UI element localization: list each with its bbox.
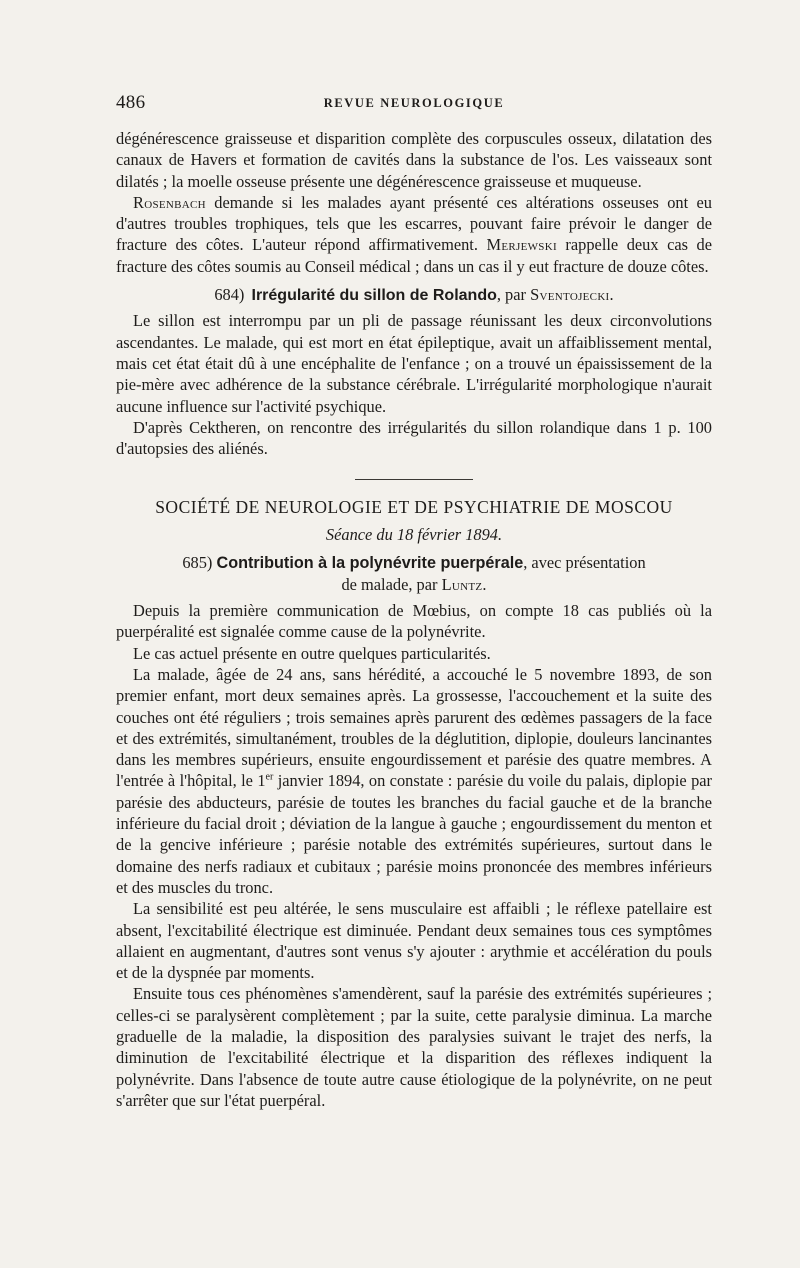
article-by: , par — [496, 285, 531, 305]
paragraph-text: La malade, âgée de 24 ans, sans hérédité, a accouché le 5 novembre 1893, de son premier enfant, mort deux semaines après. La grossesse, l'accouchement et la suite des couches ont été réguliers ; trois semaines après parurent des œdèmes passagers de la face et des extrémités, simultanément, troubles de la déglutition, diplopie, douleurs lancinantes dans les membres supérieurs, ensuite engourdissement et parésie des quatre membres. A l'entrée à l'hôpital, le 1 — [116, 664, 712, 791]
article-title: Irrégularité du sillon de Rolando — [251, 287, 497, 305]
article-author: Sventojecki — [530, 285, 610, 305]
article-heading-684 — [116, 284, 712, 306]
page-number: 486 — [116, 92, 146, 113]
paragraph-body: La sensibilité est peu altérée, le sens musculaire est affaibli ; le réflexe patellaire est absent, l'excitabilité électrique est diminuée. Pendant deux semaines tous ces symptômes allaient en augmentant, d'autres sont venus s'y ajouter : arythmie et accélération du pouls et de la dyspnée par moments. — [116, 899, 712, 983]
paragraph-body: Le sillon est interrompu par un pli de passage réunissant les deux circonvolutions ascendantes. Le malade, qui est mort en état épileptique, avait un affaiblissement mental, mais cet état était dû à une encéphalite de l'enfance ; on a trouvé un épaississement de la pie-mère avec adhérence de la substance cérébrale. L'irrégularité morphologique n'aurait aucune influence sur l'activité psychique. — [116, 311, 712, 416]
page-header — [116, 92, 712, 116]
paragraph-continuation: dégénérescence graisseuse et disparition complète des corpuscules osseux, dilatation des canaux de Havers et formation de cavités dans la substance de l'os. Les vaisseaux sont dilatés ; la moelle osseuse présente une dégénérescence graisseuse et muqueuse. — [116, 129, 712, 191]
article-heading-685 — [116, 552, 712, 595]
paragraph-body: Depuis la première communication de Mœbius, on compte 18 cas publiés où la puerpéralité est signalée comme cause de la polynévrite. — [116, 601, 712, 642]
article-title-line2: de malade, par — [341, 575, 442, 595]
author-name: Merjewski — [486, 235, 557, 255]
paragraph-discussion — [116, 192, 712, 277]
article-author: Luntz — [441, 575, 483, 595]
page-body — [116, 128, 712, 1111]
ordinal-superscript: er — [265, 771, 274, 783]
article-number: 685) — [182, 553, 213, 573]
paragraph-body: D'après Cektheren, on rencontre des irrégularités du sillon rolandique dans 1 p. 100 d'autopsies des aliénés. — [116, 417, 712, 459]
article-title: Contribution à la polynévrite puerpérale — [216, 554, 524, 573]
paragraph-body: Ensuite tous ces phénomènes s'amendèrent, sauf la parésie des extrémités supérieures ; celles-ci se paralysèrent complètement ; par la suite, cette paralysie diminua. La marche graduelle de la maladie, la disposition des paralysies suivant le trajet des nerfs, la diminution de l'excitabilité électrique et la disparition des réflexes indiquent la polynévrite. Dans l'absence de toute autre cause étiologique de la polynévrite, on ne peut s'arrêter que sur l'état puerpéral. — [116, 984, 712, 1110]
article-end: . — [609, 285, 614, 305]
section-separator — [355, 479, 473, 480]
running-title: REVUE NEUROLOGIQUE — [323, 96, 505, 110]
article-title-rest: , avec présentation — [523, 553, 646, 573]
society-heading: SOCIÉTÉ DE NEUROLOGIE ET DE PSYCHIATRIE DE MOSCOU — [155, 497, 673, 518]
paragraph-text: janvier 1894, on constate : parésie du voile du palais, diplopie par parésie des abducteurs, parésie de toutes les branches du facial gauche et de la branche inférieure du facial droit ; déviation de la langue à gauche ; engourdissement du menton et de la gencive inférieure ; parésie notable des extrémités supérieures, surtout dans le domaine des nerfs radiaux et cubitaux ; parésie moins prononcée des membres inférieurs et des muscles du tronc. — [116, 771, 712, 897]
paragraph-body: Le cas actuel présente en outre quelques particularités. — [133, 643, 491, 663]
session-date: Séance du 18 février 1894. — [325, 524, 503, 544]
paragraph-case — [116, 664, 712, 898]
article-end: . — [482, 575, 487, 595]
paragraph-text: rappelle deux cas de fracture des côtes soumis au Conseil médical ; dans un cas il y eut fracture de douze côtes. — [116, 235, 712, 276]
author-name: Rosenbach — [133, 192, 206, 212]
article-number: 684) — [214, 285, 245, 305]
paragraph-text: demande si les malades ayant présenté ces altérations osseuses ont eu d'autres troubles trophiques, tels que les escarres, pouvant faire prévoir le danger de fracture des côtes. L'auteur répond affirmativement. — [116, 192, 712, 255]
